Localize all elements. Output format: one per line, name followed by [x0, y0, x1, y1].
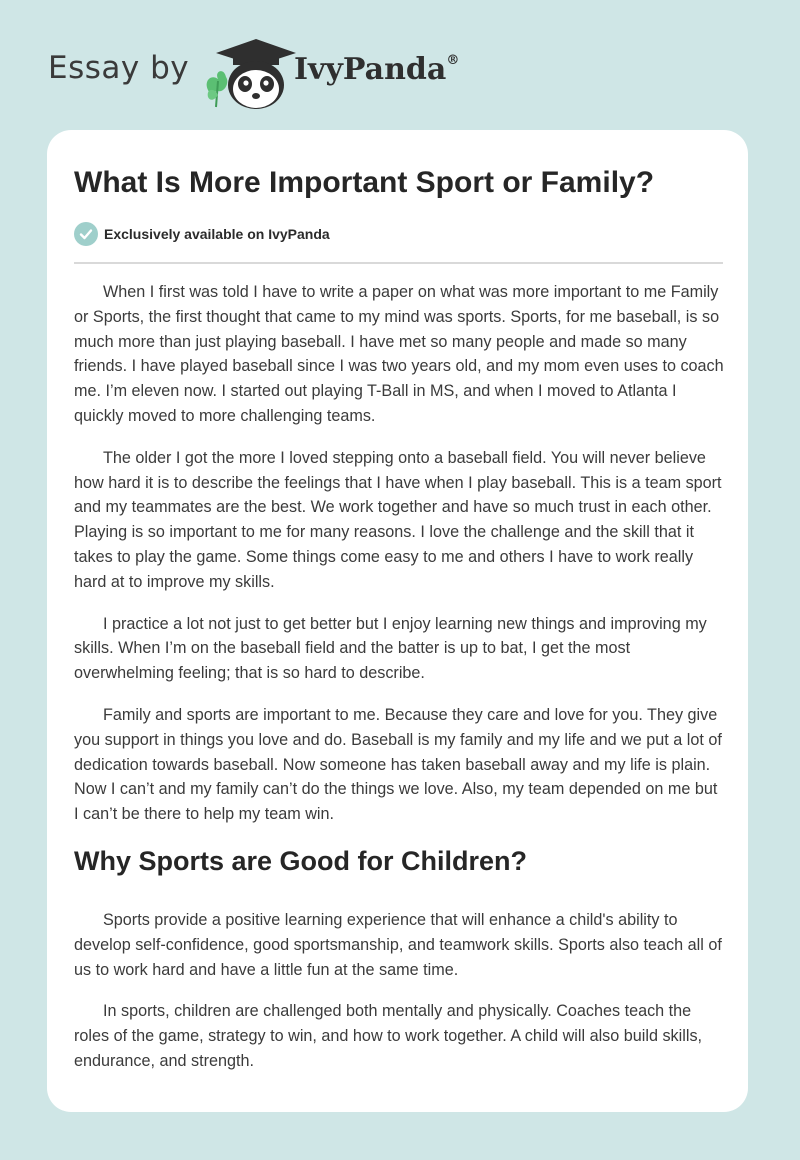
check-icon: [74, 222, 98, 246]
paragraph: When I first was told I have to write a paper on what was more important to me Family or Sports, the first thought that came to my mind was sports. Sports, for me baseball, is so much more than just playing baseball. I have met so many people and made so many friends. I have played baseball since I was two years old, and my mom even uses to coach me. I’m eleven now. I started out playing T-Ball in MS, and when I moved to Atlanta I quickly moved to more challenging teams.: [74, 283, 724, 425]
paragraph: In sports, children are challenged both mentally and physically. Coaches teach the roles of the game, strategy to win, and how to work together. A child will also build skills, endurance, and strength.: [74, 1002, 703, 1070]
brand-name: IvyPanda®: [294, 52, 460, 87]
essay-title: What Is More Important Sport or Family?: [74, 166, 655, 199]
essay-by-label: Essay by: [48, 50, 190, 86]
paragraph: Family and sports are important to me. Because they care and love for you. They give you support in things you love and do. Baseball is my family and my life and we put a lot of dedication towards baseball. Now someone has taken baseball away and my life is plain. Now I can’t and my family can’t do the things we love. Also, my team depended on me but I can’t be there to help my team win.: [74, 705, 722, 824]
exclusive-badge: [74, 222, 330, 246]
section-heading: Why Sports are Good for Children?: [74, 845, 528, 876]
panda-logo-icon: [200, 33, 300, 111]
paragraph: The older I got the more I loved stepping onto a baseball field. You will never believe how hard it is to describe the feelings that I have when I play baseball. This is a team sport and my teammates are the best. We work together and have so much trust in each other. Playing is so important to me for many reasons. I love the challenge and the skill that it takes to play the game. Some things come easy to me and others I have to work really hard at to improve my skills.: [74, 448, 722, 591]
exclusive-label: Exclusively available on IvyPanda: [104, 226, 330, 242]
divider: [74, 262, 723, 264]
essay-card: [47, 130, 748, 1112]
paragraph: Sports provide a positive learning experience that will enhance a child's ability to develop self-confidence, good sportsmanship, and teamwork skills. Sports also teach all of us to work hard and have a little fun at the same time.: [74, 910, 722, 979]
site-header: [0, 0, 800, 130]
paragraph: I practice a lot not just to get better but I enjoy learning new things and improving my skills. When I’m on the baseball field and the batter is up to bat, I get the most overwhelming feeling; that is so hard to describe.: [74, 614, 707, 683]
essay-body: [74, 280, 725, 1091]
